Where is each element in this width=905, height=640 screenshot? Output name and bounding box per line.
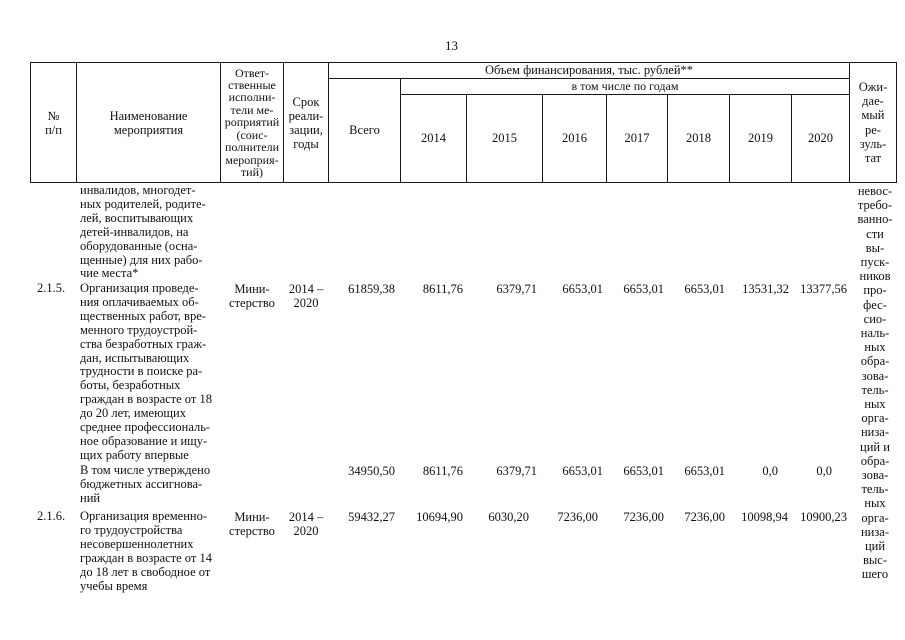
budget-row-2019: 0,0 [762, 464, 778, 478]
budget-row-name: В том числе утверждено бюджетных ассигнова- ний [80, 463, 211, 505]
header-year-2019: 2019 [748, 131, 773, 145]
header-year-2020: 2020 [808, 131, 833, 145]
header-year-2017: 2017 [624, 131, 650, 145]
header-funding: Объем финансирования, тыс. рублей** [484, 63, 694, 77]
header-by-years: в том числе по годам [571, 79, 679, 93]
row-215-2018: 6653,01 [684, 282, 725, 296]
continued-row-name: инвалидов, многодет- ных родителей, родите- лей, воспитывающих детей-инвалидов, на оборудованные (осна- щенные) для них рабо- чие места* [80, 183, 206, 281]
header-total: Всего [349, 123, 380, 137]
row-215-term: 2014 – 2020 [288, 282, 324, 310]
row-215-2017: 6653,01 [623, 282, 664, 296]
row-215-total: 61859,38 [348, 282, 395, 296]
header-num: № п/п [45, 108, 62, 137]
row-215-2016: 6653,01 [562, 282, 603, 296]
header-result: Ожи- дае- мый ре- зуль- тат [858, 79, 888, 165]
budget-row-2017: 6653,01 [623, 464, 664, 478]
row-216-2019: 10098,94 [741, 510, 788, 524]
row-216-2020: 10900,23 [800, 510, 847, 524]
budget-row-2016: 6653,01 [562, 464, 603, 478]
budget-row-2018: 6653,01 [684, 464, 725, 478]
budget-row-2014: 8611,76 [422, 464, 463, 478]
budget-row-2020: 0,0 [816, 464, 832, 478]
row-216-executor: Мини- стерство [229, 510, 275, 538]
rule-right [896, 62, 897, 183]
row-216-2016: 7236,00 [557, 510, 598, 524]
row-215-2020: 13377,56 [800, 282, 847, 296]
row-215-2015: 6379,71 [496, 282, 537, 296]
row-215-name: Организация проведе- ния оплачиваемых об- щественных работ, вре- менного трудоустрой- ства безработных граж- дан, испытывающих трудности в поиске ра- боты, безработных граждан в возрасте от 18 до 20 лет, имеющих среднее профессиональ- ное образование и ищу- щих работу впервые [80, 281, 212, 462]
budget-row-total: 34950,50 [348, 464, 395, 478]
row-215-executor: Мини- стерство [229, 282, 275, 310]
row-216-2017: 7236,00 [623, 510, 664, 524]
row-216-num: 2.1.6. [37, 509, 66, 523]
row-216-term: 2014 – 2020 [288, 510, 324, 538]
budget-row-2015: 6379,71 [496, 464, 537, 478]
row-216-2015: 6030,20 [488, 510, 529, 524]
row-215-2014: 8611,76 [422, 282, 463, 296]
header-year-2014: 2014 [421, 131, 446, 145]
header-term: Срок реали- зации, годы [288, 94, 324, 151]
header-year-2018: 2018 [686, 131, 711, 145]
row-216-total: 59432,27 [348, 510, 395, 524]
expected-result-text: невос- требо- ванно- сти вы- пуск- ников про- фес- сио- наль- ных обра- зова- тель- ных орга- низа- ций и обра- зова- тель- ных орга- низа- ций выс- шего [857, 184, 893, 582]
header-name: Наименование мероприятия [109, 108, 188, 137]
header-executors: Ответ- ственные исполни- тели ме- роприятий (соис- полнители мероприя- тий) [224, 65, 280, 179]
row-216-name: Организация временно- го трудоустройства несовершеннолетних граждан в возрасте от 14 до 18 лет в свободное от учебы время [80, 509, 212, 593]
page-number: 13 [445, 38, 458, 53]
row-216-2018: 7236,00 [684, 510, 725, 524]
row-216-2014: 10694,90 [416, 510, 463, 524]
row-215-2019: 13531,32 [742, 282, 789, 296]
header-year-2015: 2015 [492, 131, 517, 145]
header-year-2016: 2016 [562, 131, 587, 145]
row-215-num: 2.1.5. [37, 281, 66, 295]
